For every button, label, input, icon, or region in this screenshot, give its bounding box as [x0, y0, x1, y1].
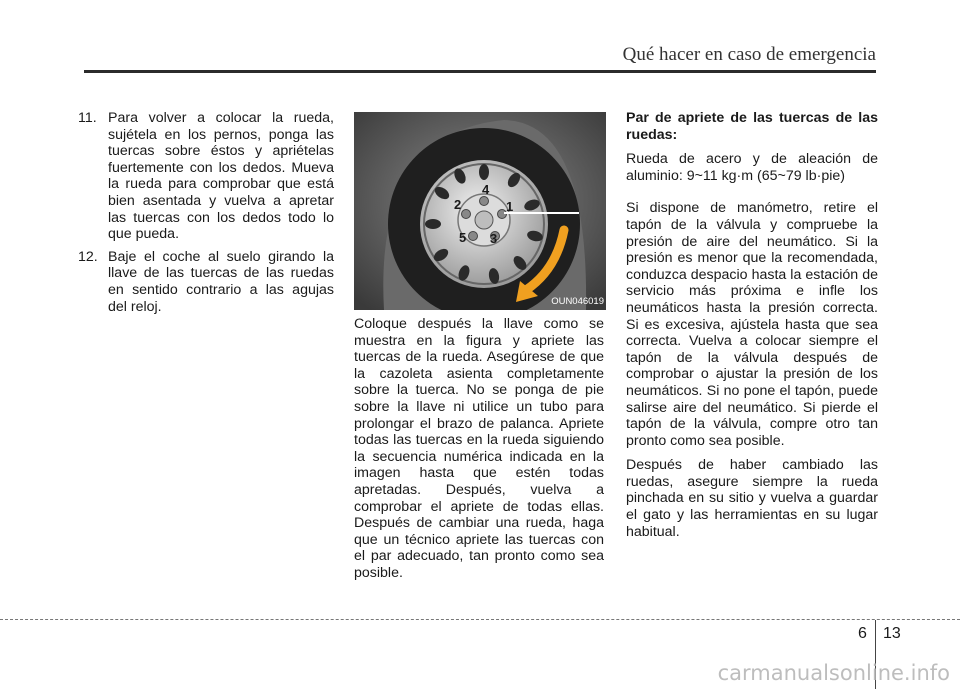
- left-column: [78, 110, 334, 321]
- item-text: Para volver a colocar la rueda, sujétela en los pernos, ponga las tuercas sobre éstos y apriételas fuertemente con los dedos. Mueva la rueda para comprobar que está bien asentada y vuelva a apretar las tuercas con los dedos todo lo que pueda.: [108, 110, 334, 243]
- list-item: [78, 249, 334, 315]
- header-rule: [84, 70, 876, 73]
- middle-column: [354, 316, 604, 590]
- bolt-number-label: 1: [506, 199, 514, 214]
- bolt-number-label: 4: [482, 182, 490, 197]
- wheel-figure: [354, 112, 606, 310]
- list-item: [78, 110, 334, 243]
- footer-rule: [0, 619, 960, 620]
- watermark: carmanualsonline.info: [717, 661, 950, 685]
- page-header-title: Qué hacer en caso de emergencia: [622, 44, 876, 65]
- bolt-number-label: 2: [454, 197, 462, 212]
- figure-code: OUN046019: [551, 296, 604, 307]
- page-number: 13: [883, 625, 901, 642]
- item-text: Baje el coche al suelo girando la llave de las tuercas de las ruedas en sentido contrario a las agujas del reloj.: [108, 248, 334, 315]
- bolt-number-label: 5: [459, 230, 467, 245]
- paragraph: Si dispone de manómetro, retire el tapón de la válvula y compruebe la presión de aire del neumático. Si la presión es menor que la recomendada, conduzca despacio hasta la estación de servicio más próxima e infle los neumáticos hasta la presión correcta. Si es excesiva, ajústela hasta que sea correcta. Vuelva a colocar siempre el tapón de la válvula después de comprobar o ajustar la presión de los neumáticos. Si no pone el tapón, puede salirse aire del neumático. Si pierde el tapón de la válvula, compre otro tan pronto como sea posible.: [626, 200, 878, 449]
- item-number: 12.: [78, 248, 98, 265]
- item-number: 11.: [78, 110, 97, 126]
- paragraph: Coloque después la llave como se muestra en la figura y apriete las tuercas de la rueda. Asegúrese de que la cazoleta asienta completamente sobre la tuerca. No se ponga de pie sobre la llave ni utilice un tubo para prolongar el brazo de palanca. Apriete todas las tuercas en la rueda siguiendo la secuencia numérica indicada en la imagen hasta que estén todas apretadas. Después, vuelva a comprobar el apriete de todas ellas. Después de cambiar una rueda, haga que un técnico apriete las tuercas con el par adecuado, tan pronto como sea posible.: [354, 316, 604, 581]
- paragraph: Rueda de acero y de aleación de aluminio: 9~11 kg·m (65~79 lb·pie): [626, 151, 878, 184]
- right-column: [626, 110, 878, 548]
- wheel-illustration: [354, 112, 606, 310]
- section-number: 6: [858, 625, 867, 642]
- section-heading: Par de apriete de las tuercas de las ruedas:: [626, 110, 878, 143]
- bolt-number-label: 3: [490, 231, 498, 246]
- hub-center: [475, 211, 493, 229]
- paragraph: Después de haber cambiado las ruedas, asegure siempre la rueda pinchada en su sitio y vuelva a guardar el gato y las herramientas en su lugar habitual.: [626, 457, 878, 540]
